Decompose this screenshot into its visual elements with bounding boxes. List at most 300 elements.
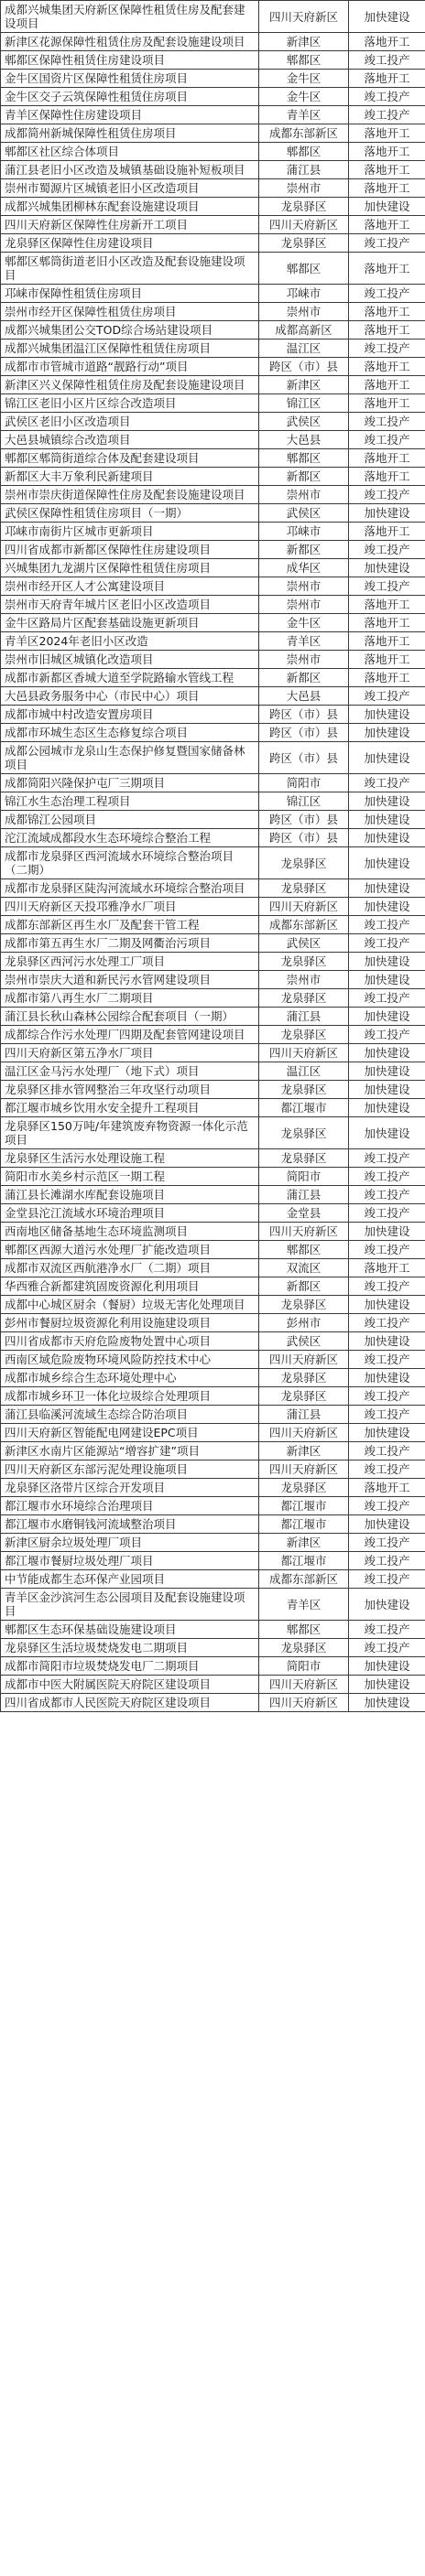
project-area-cell: 崇州市 [259,651,349,669]
project-status-cell: 加快建设 [349,1369,425,1387]
project-area-cell: 新都区 [259,1277,349,1296]
project-area-cell: 武侯区 [259,934,349,953]
project-area-cell: 郫都区 [259,51,349,70]
table-row [1,934,425,953]
project-status-cell: 加快建设 [349,1062,425,1081]
project-area-cell: 龙泉驿区 [259,1479,349,1497]
project-area-cell: 锦江区 [259,792,349,811]
project-status-cell: 竣工投产 [349,774,425,792]
project-status-cell: 竣工投产 [349,1497,425,1515]
table-row [1,33,425,51]
project-status-cell: 落地开工 [349,523,425,541]
table-row [1,1259,425,1277]
table-row [1,1570,425,1589]
project-area-cell: 龙泉驿区 [259,1081,349,1099]
table-row [1,358,425,376]
project-area-cell: 龙泉驿区 [259,1296,349,1314]
project-area-cell: 武侯区 [259,504,349,523]
table-row [1,1062,425,1081]
table-row [1,106,425,124]
project-name-cell: 成都市环城生态区生态修复综合项目 [1,724,259,742]
table-row [1,687,425,706]
project-area-cell: 邛崃市 [259,285,349,303]
project-area-cell: 崇州市 [259,486,349,504]
project-status-cell: 落地开工 [349,394,425,413]
table-row [1,51,425,70]
project-name-cell: 都江堰市餐厨垃圾处理厂项目 [1,1552,259,1570]
project-name-cell: 龙泉驿区洛带片区综合开发项目 [1,1479,259,1497]
project-area-cell: 崇州市 [259,577,349,596]
project-status-cell: 竣工投产 [349,486,425,504]
table-row [1,742,425,774]
project-status-cell: 竣工投产 [349,989,425,1008]
project-area-cell: 双流区 [259,1259,349,1277]
table-row [1,1387,425,1406]
project-status-cell: 加快建设 [349,1,425,33]
project-name-cell: 成都市中医大附属医院天府院区建设项目 [1,1676,259,1694]
project-name-cell: 金堂县沱江流域水环境治理项目 [1,1204,259,1223]
project-status-cell: 竣工投产 [349,106,425,124]
project-name-cell: 西南区域危险废物环境风险防控技术中心 [1,1351,259,1369]
project-area-cell: 郫都区 [259,253,349,285]
table-row [1,706,425,724]
project-area-cell: 金堂县 [259,1204,349,1223]
table-row [1,1676,425,1694]
project-area-cell: 新都区 [259,468,349,486]
table-row [1,1460,425,1479]
project-name-cell: 中节能成都生态环保产业园项目 [1,1570,259,1589]
project-status-cell: 竣工投产 [349,1168,425,1186]
table-row [1,559,425,577]
project-name-cell: 成都简阳兴隆保护屯厂三期项目 [1,774,259,792]
project-area-cell: 龙泉驿区 [259,1369,349,1387]
project-area-cell: 新都区 [259,541,349,559]
project-area-cell: 简阳市 [259,774,349,792]
project-name-cell: 成都市简阳市垃圾焚烧发电厂二期项目 [1,1657,259,1676]
table-row [1,1008,425,1026]
project-area-cell: 四川天府新区 [259,1424,349,1442]
table-row [1,541,425,559]
table-row [1,1277,425,1296]
project-status-cell: 加快建设 [349,829,425,847]
project-area-cell: 崇州市 [259,971,349,989]
table-row [1,1497,425,1515]
project-name-cell: 蒲江县长秋山森林公园综合配套项目（一期） [1,1008,259,1026]
project-name-cell: 邛崃市保障性租赁住房项目 [1,285,259,303]
project-area-cell: 四川天府新区 [259,1460,349,1479]
project-area-cell: 龙泉驿区 [259,1149,349,1168]
project-area-cell: 武侯区 [259,413,349,431]
project-name-cell: 成都兴城集团柳林东配套设施建设项目 [1,198,259,216]
project-name-cell: 成都市城乡环卫一体化垃圾综合处理项目 [1,1387,259,1406]
project-area-cell: 武侯区 [259,1332,349,1351]
project-name-cell: 四川天府新区保障性住房新开工项目 [1,216,259,234]
project-area-cell: 龙泉驿区 [259,1117,349,1149]
project-status-cell: 竣工投产 [349,1387,425,1406]
project-name-cell: 兴城集团九龙湖片区保障性租赁住房项目 [1,559,259,577]
table-row [1,1117,425,1149]
project-status-cell: 竣工投产 [349,687,425,706]
project-status-cell: 加快建设 [349,953,425,971]
table-row [1,1168,425,1186]
table-row [1,1026,425,1044]
project-status-cell: 竣工投产 [349,285,425,303]
project-status-cell: 落地开工 [349,376,425,394]
project-name-cell: 新津区厨余垃圾处理厂项目 [1,1534,259,1552]
project-status-cell: 落地开工 [349,143,425,161]
table-row [1,468,425,486]
project-name-cell: 简阳市水美乡村示范区一期工程 [1,1168,259,1186]
project-name-cell: 成都市双流区西航港净水厂（二期）项目 [1,1259,259,1277]
project-name-cell: 成都市龙泉驿区陡沟河流域水环境综合整治项目 [1,879,259,898]
project-status-cell: 加快建设 [349,971,425,989]
project-name-cell: 龙泉驿区排水管网整治三年攻坚行动项目 [1,1081,259,1099]
project-table-body [1,1,425,1712]
project-area-cell: 龙泉驿区 [259,1387,349,1406]
project-status-cell: 加快建设 [349,1676,425,1694]
project-status-cell: 竣工投产 [349,413,425,431]
table-row [1,879,425,898]
table-row [1,340,425,358]
project-area-cell: 新津区 [259,376,349,394]
project-name-cell: 四川省成都市天府危险废物处置中心项目 [1,1332,259,1351]
project-status-cell: 竣工投产 [349,1026,425,1044]
project-name-cell: 金牛区交子云筑保障性租赁住房项目 [1,88,259,106]
project-status-cell: 落地开工 [349,596,425,614]
table-row [1,1515,425,1534]
table-row [1,1552,425,1570]
table-row [1,285,425,303]
project-status-cell: 竣工投产 [349,88,425,106]
table-row [1,792,425,811]
project-name-cell: 龙泉驿区生活污水处理设施工程 [1,1149,259,1168]
project-name-cell: 新津区兴义保障性租赁住房及配套设施建设项目 [1,376,259,394]
table-row [1,596,425,614]
table-row [1,1534,425,1552]
project-status-cell: 竣工投产 [349,1442,425,1460]
project-area-cell: 新津区 [259,1534,349,1552]
project-status-cell: 落地开工 [349,651,425,669]
table-row [1,1332,425,1351]
table-row [1,898,425,916]
table-row [1,1296,425,1314]
project-name-cell: 四川天府新区第五净水厂项目 [1,1044,259,1062]
project-name-cell: 蒲江县临溪河流域生态综合防治项目 [1,1406,259,1424]
project-status-cell: 加快建设 [349,742,425,774]
project-name-cell: 华西雅合新都建筑固废资源化利用项目 [1,1277,259,1296]
project-area-cell: 郫都区 [259,143,349,161]
project-area-cell: 蒲江县 [259,1008,349,1026]
project-status-cell: 竣工投产 [349,1534,425,1552]
project-area-cell: 跨区（市）县 [259,706,349,724]
project-status-cell: 竣工投产 [349,1621,425,1639]
project-name-cell: 崇州市经开区人才公寓建设项目 [1,577,259,596]
project-area-cell: 四川天府新区 [259,1676,349,1694]
table-row [1,989,425,1008]
project-area-cell: 郫都区 [259,449,349,468]
table-row [1,724,425,742]
project-area-cell: 蒲江县 [259,1406,349,1424]
watermark [6,1825,419,1927]
project-name-cell: 温江区金马污水处理厂（地下式）项目 [1,1062,259,1081]
project-status-cell: 竣工投产 [349,1204,425,1223]
project-area-cell: 四川天府新区 [259,216,349,234]
project-status-cell: 竣工投产 [349,1570,425,1589]
project-status-cell: 落地开工 [349,358,425,376]
project-status-cell: 竣工投产 [349,1639,425,1657]
project-name-cell: 龙泉驿区150万吨/年建筑废弃物资源一体化示范项目 [1,1117,259,1149]
project-status-cell: 加快建设 [349,559,425,577]
project-status-cell: 竣工投产 [349,340,425,358]
project-status-cell: 加快建设 [349,1694,425,1712]
project-status-cell: 落地开工 [349,33,425,51]
table-row [1,614,425,632]
project-status-cell: 竣工投产 [349,1351,425,1369]
project-status-cell: 竣工投产 [349,1314,425,1332]
project-area-cell: 跨区（市）县 [259,829,349,847]
project-area-cell: 郫都区 [259,1621,349,1639]
project-area-cell: 成都高新区 [259,321,349,340]
table-row [1,1621,425,1639]
table-row [1,161,425,179]
project-area-cell: 龙泉驿区 [259,953,349,971]
project-area-cell: 彭州市 [259,1314,349,1332]
project-name-cell: 成都简州新城保障性租赁住房项目 [1,124,259,143]
project-name-cell: 四川省成都市新都区保障性住房建设项目 [1,541,259,559]
project-status-cell: 落地开工 [349,179,425,198]
project-name-cell: 青羊区金沙滨河生态公园项目及配套设施建设项目 [1,1589,259,1621]
table-row [1,321,425,340]
project-name-cell: 大邑县政务服务中心（市民中心）项目 [1,687,259,706]
project-name-cell: 都江堰市城乡饮用水安全提升工程项目 [1,1099,259,1117]
project-status-cell: 落地开工 [349,1259,425,1277]
project-area-cell: 新津区 [259,33,349,51]
project-name-cell: 成都综合作污水处理厂四期及配套管网建设项目 [1,1026,259,1044]
project-area-cell: 郫都区 [259,1241,349,1259]
project-name-cell: 成都市城中村改造安置房项目 [1,706,259,724]
project-status-cell: 加快建设 [349,1008,425,1026]
project-status-cell: 加快建设 [349,879,425,898]
project-name-cell: 郫都区西源大道污水处理厂扩能改造项目 [1,1241,259,1259]
project-name-cell: 郫都区保障性租赁住房建设项目 [1,51,259,70]
project-area-cell: 龙泉驿区 [259,234,349,253]
project-name-cell: 崇州市天府青年城片区老旧小区改造项目 [1,596,259,614]
project-status-cell: 加快建设 [349,1081,425,1099]
project-area-cell: 锦江区 [259,394,349,413]
project-name-cell: 成都东部新区再生水厂及配套干管工程 [1,916,259,934]
project-area-cell: 崇州市 [259,303,349,321]
project-name-cell: 四川天府新区天投邛雅净水厂项目 [1,898,259,916]
project-area-cell: 青羊区 [259,106,349,124]
project-area-cell: 四川天府新区 [259,1351,349,1369]
project-name-cell: 龙泉驿区西河污水处理工厂项目 [1,953,259,971]
project-area-cell: 大邑县 [259,687,349,706]
table-row [1,829,425,847]
table-row [1,971,425,989]
table-row [1,253,425,285]
project-name-cell: 成都市市管城市道路“靓路行动”项目 [1,358,259,376]
project-area-cell: 邛崃市 [259,523,349,541]
project-status-cell: 竣工投产 [349,1406,425,1424]
project-status-cell: 竣工投产 [349,934,425,953]
project-name-cell: 蒲江县老旧小区改造及城镇基础设施补短板项目 [1,161,259,179]
project-status-cell: 竣工投产 [349,51,425,70]
project-area-cell: 金牛区 [259,88,349,106]
project-status-cell: 竣工投产 [349,916,425,934]
project-status-cell: 加快建设 [349,811,425,829]
project-status-cell: 落地开工 [349,161,425,179]
project-name-cell: 沱江流域成都段水生态环境综合整治工程 [1,829,259,847]
table-row [1,1424,425,1442]
project-name-cell: 都江堰市水环境综合治理项目 [1,1497,259,1515]
project-name-cell: 郫都区社区综合体项目 [1,143,259,161]
table-row [1,632,425,651]
table-row [1,577,425,596]
table-row [1,651,425,669]
project-name-cell: 金牛区路局片区配套基础设施更新项目 [1,614,259,632]
project-status-cell: 落地开工 [349,449,425,468]
project-name-cell: 郫都区郫筒街道综合体及配套建设项目 [1,449,259,468]
table-row [1,953,425,971]
project-area-cell: 崇州市 [259,179,349,198]
project-status-cell: 竣工投产 [349,1460,425,1479]
project-status-cell: 加快建设 [349,847,425,879]
project-name-cell: 邛崃市南街片区城市更新项目 [1,523,259,541]
project-area-cell: 新都区 [259,669,349,687]
project-status-cell: 竣工投产 [349,577,425,596]
project-area-cell: 都江堰市 [259,1099,349,1117]
table-row [1,774,425,792]
project-name-cell: 武侯区老旧小区改造项目 [1,413,259,431]
project-name-cell: 都江堰市水磨铜钱河流域整治项目 [1,1515,259,1534]
project-name-cell: 锦江区老旧小区片区综合改造项目 [1,394,259,413]
table-row [1,1241,425,1259]
table-row [1,1639,425,1657]
project-name-cell: 成都兴城集团天府新区保障性租赁住房及配套建设项目 [1,1,259,33]
table-row [1,1369,425,1387]
table-row [1,1479,425,1497]
project-area-cell: 新津区 [259,1442,349,1460]
table-row [1,1099,425,1117]
project-status-cell: 落地开工 [349,253,425,285]
table-row [1,1,425,33]
project-area-cell: 青羊区 [259,632,349,651]
table-row [1,216,425,234]
project-status-cell: 落地开工 [349,321,425,340]
project-status-cell: 竣工投产 [349,1277,425,1296]
project-name-cell: 青羊区2024年老旧小区改造 [1,632,259,651]
project-name-cell: 成都兴城集团温江区保障性租赁住房项目 [1,340,259,358]
table-row [1,234,425,253]
project-area-cell: 金牛区 [259,70,349,88]
project-status-cell: 加快建设 [349,1332,425,1351]
project-name-cell: 崇州市经开区保障性租赁住房项目 [1,303,259,321]
project-status-cell: 加快建设 [349,1515,425,1534]
project-area-cell: 四川天府新区 [259,898,349,916]
table-row [1,916,425,934]
project-status-cell: 竣工投产 [349,1149,425,1168]
table-row [1,486,425,504]
project-status-cell: 落地开工 [349,124,425,143]
project-area-cell: 金牛区 [259,614,349,632]
project-area-cell: 都江堰市 [259,1552,349,1570]
project-name-cell: 成都市城乡综合生态环境处理中心 [1,1369,259,1387]
project-area-cell: 成都东部新区 [259,1570,349,1589]
table-row [1,303,425,321]
project-status-cell: 加快建设 [349,1044,425,1062]
table-row [1,1081,425,1099]
project-area-cell: 四川天府新区 [259,1694,349,1712]
project-status-cell: 落地开工 [349,669,425,687]
project-area-cell: 成华区 [259,559,349,577]
project-area-cell: 四川天府新区 [259,1044,349,1062]
project-area-cell: 简阳市 [259,1657,349,1676]
project-status-cell: 加快建设 [349,1589,425,1621]
table-row [1,179,425,198]
project-name-cell: 锦江水生态治理工程项目 [1,792,259,811]
project-area-cell: 成都东部新区 [259,916,349,934]
table-row [1,1186,425,1204]
project-status-cell: 加快建设 [349,1657,425,1676]
table-row [1,413,425,431]
project-name-cell: 成都公园城市龙泉山生态保护修复暨国家储备林项目 [1,742,259,774]
project-name-cell: 金牛区国资片区保障性租赁住房项目 [1,70,259,88]
project-status-cell: 落地开工 [349,303,425,321]
project-area-cell: 龙泉驿区 [259,879,349,898]
project-name-cell: 新津区花源保障性租赁住房及配套设施建设项目 [1,33,259,51]
table-row [1,143,425,161]
project-status-cell: 加快建设 [349,898,425,916]
project-name-cell: 武侯区保障性租赁住房项目（一期） [1,504,259,523]
table-row [1,523,425,541]
table-row [1,1314,425,1332]
project-status-cell: 竣工投产 [349,1241,425,1259]
table-row [1,431,425,449]
project-area-cell: 崇州市 [259,596,349,614]
project-area-cell: 都江堰市 [259,1497,349,1515]
project-name-cell: 四川省成都市人民医院天府院区建设项目 [1,1694,259,1712]
table-row [1,449,425,468]
project-name-cell: 四川天府新区东部污泥处理设施项目 [1,1460,259,1479]
project-area-cell: 龙泉驿区 [259,989,349,1008]
project-area-cell: 四川天府新区 [259,1,349,33]
project-name-cell: 蒲江县长滩湖水库配套设施项目 [1,1186,259,1204]
project-status-cell: 加快建设 [349,1296,425,1314]
project-area-cell: 跨区（市）县 [259,724,349,742]
table-row [1,376,425,394]
project-status-cell: 加快建设 [349,724,425,742]
project-name-cell: 成都锦江公园项目 [1,811,259,829]
project-status-cell: 加快建设 [349,504,425,523]
project-name-cell: 成都市第五再生水厂二期及网衢治污项目 [1,934,259,953]
project-area-cell: 四川天府新区 [259,1223,349,1241]
project-name-cell: 郫都区生态环保基础设施建设项目 [1,1621,259,1639]
project-name-cell: 新津区水南片区能源站“增容扩建”项目 [1,1442,259,1460]
project-area-cell: 蒲江县 [259,1186,349,1204]
project-area-cell: 跨区（市）县 [259,811,349,829]
table-row [1,504,425,523]
project-name-cell: 青羊区保障性住房建设项目 [1,106,259,124]
project-status-cell: 落地开工 [349,216,425,234]
table-row [1,1589,425,1621]
project-name-cell: 新都区大丰万象利民新建项目 [1,468,259,486]
project-area-cell: 成都东部新区 [259,124,349,143]
project-status-cell: 竣工投产 [349,541,425,559]
project-status-cell: 竣工投产 [349,234,425,253]
project-area-cell: 跨区（市）县 [259,742,349,774]
project-status-cell: 加快建设 [349,706,425,724]
table-row [1,124,425,143]
